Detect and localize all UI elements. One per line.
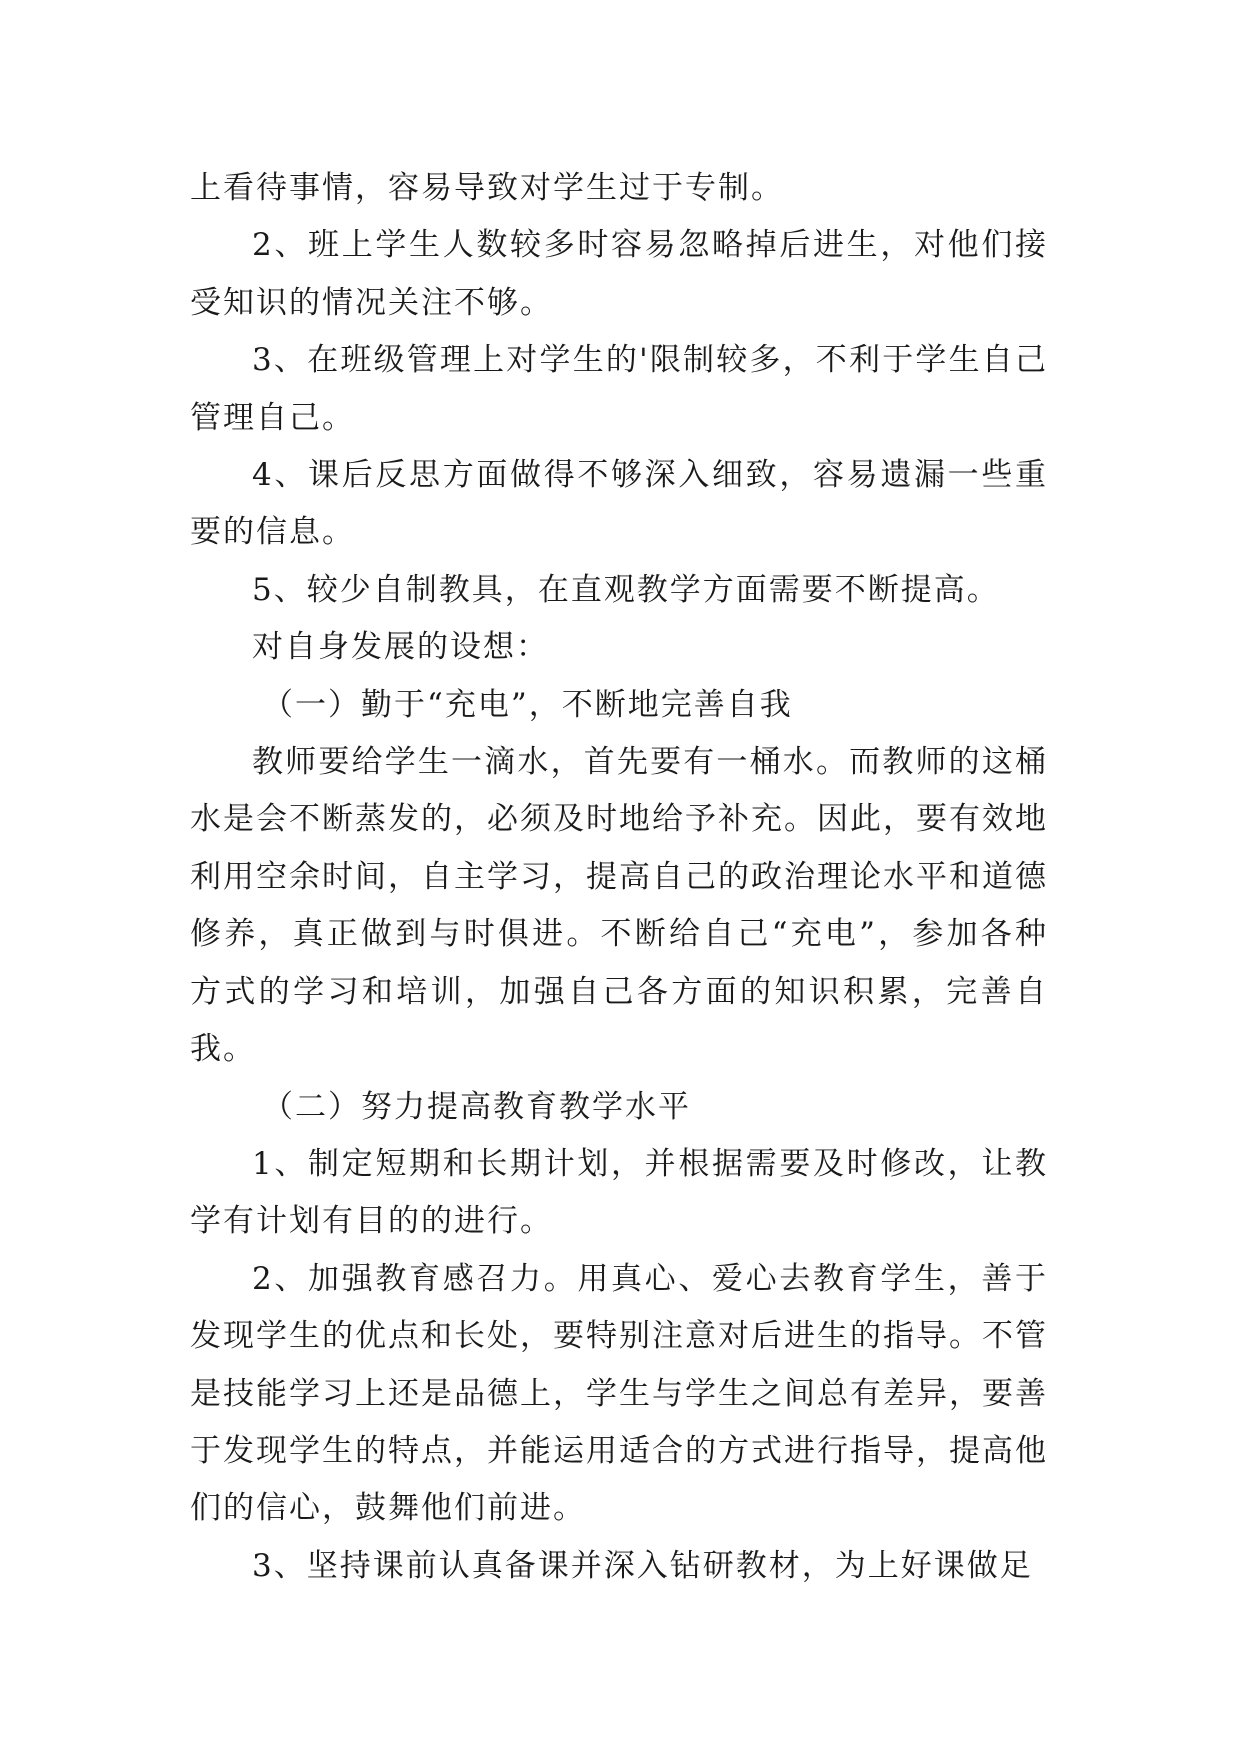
paragraph-item-3: 3、在班级管理上对学生的'限制较多，不利于学生自己管理自己。 [190, 342, 1048, 436]
section-intro: 对自身发展的设想： [252, 629, 549, 666]
paragraph-continuation: 上看待事情，容易导致对学生过于专制。 [190, 170, 784, 206]
section-heading-2: （二）努力提高教育教学水平 [262, 1088, 691, 1125]
section-heading-1: （一）勤于“充电”，不断地完善自我 [262, 686, 793, 723]
paragraph-plan-1: 1、制定短期和长期计划，并根据需要及时修改，让教学有计划有目的的进行。 [190, 1145, 1048, 1240]
paragraph-item-2: 2、班上学生人数较多时容易忽略掉后进生，对他们接受知识的情况关注不够。 [190, 227, 1048, 321]
paragraph-item-5: 5、较少自制教具，在直观教学方面需要不断提高。 [252, 571, 1000, 608]
document-body [190, 160, 1048, 1595]
paragraph-plan-2: 2、加强教育感召力。用真心、爱心去教育学生，善于发现学生的优点和长处，要特别注意对后进生的指导。不管是技能学习上还是品德上，学生与学生之间总有差异，要善于发现学生的特点，并能运用适合的方式进行指导，提高他们的信心，鼓舞他们前进。 [190, 1260, 1048, 1527]
paragraph-item-4: 4、课后反思方面做得不够深入细致，容易遗漏一些重要的信息。 [190, 457, 1048, 551]
paragraph-body-1: 教师要给学生一滴水，首先要有一桶水。而教师的这桶水是会不断蒸发的，必须及时地给予补充。因此，要有效地利用空余时间，自主学习，提高自己的政治理论水平和道德修养，真正做到与时俱进。不断给自己“充电”，参加各种方式的学习和培训，加强自己各方面的知识积累，完善自我。 [190, 744, 1048, 1068]
paragraph-plan-3: 3、坚持课前认真备课并深入钻研教材，为上好课做足 [252, 1547, 1033, 1584]
